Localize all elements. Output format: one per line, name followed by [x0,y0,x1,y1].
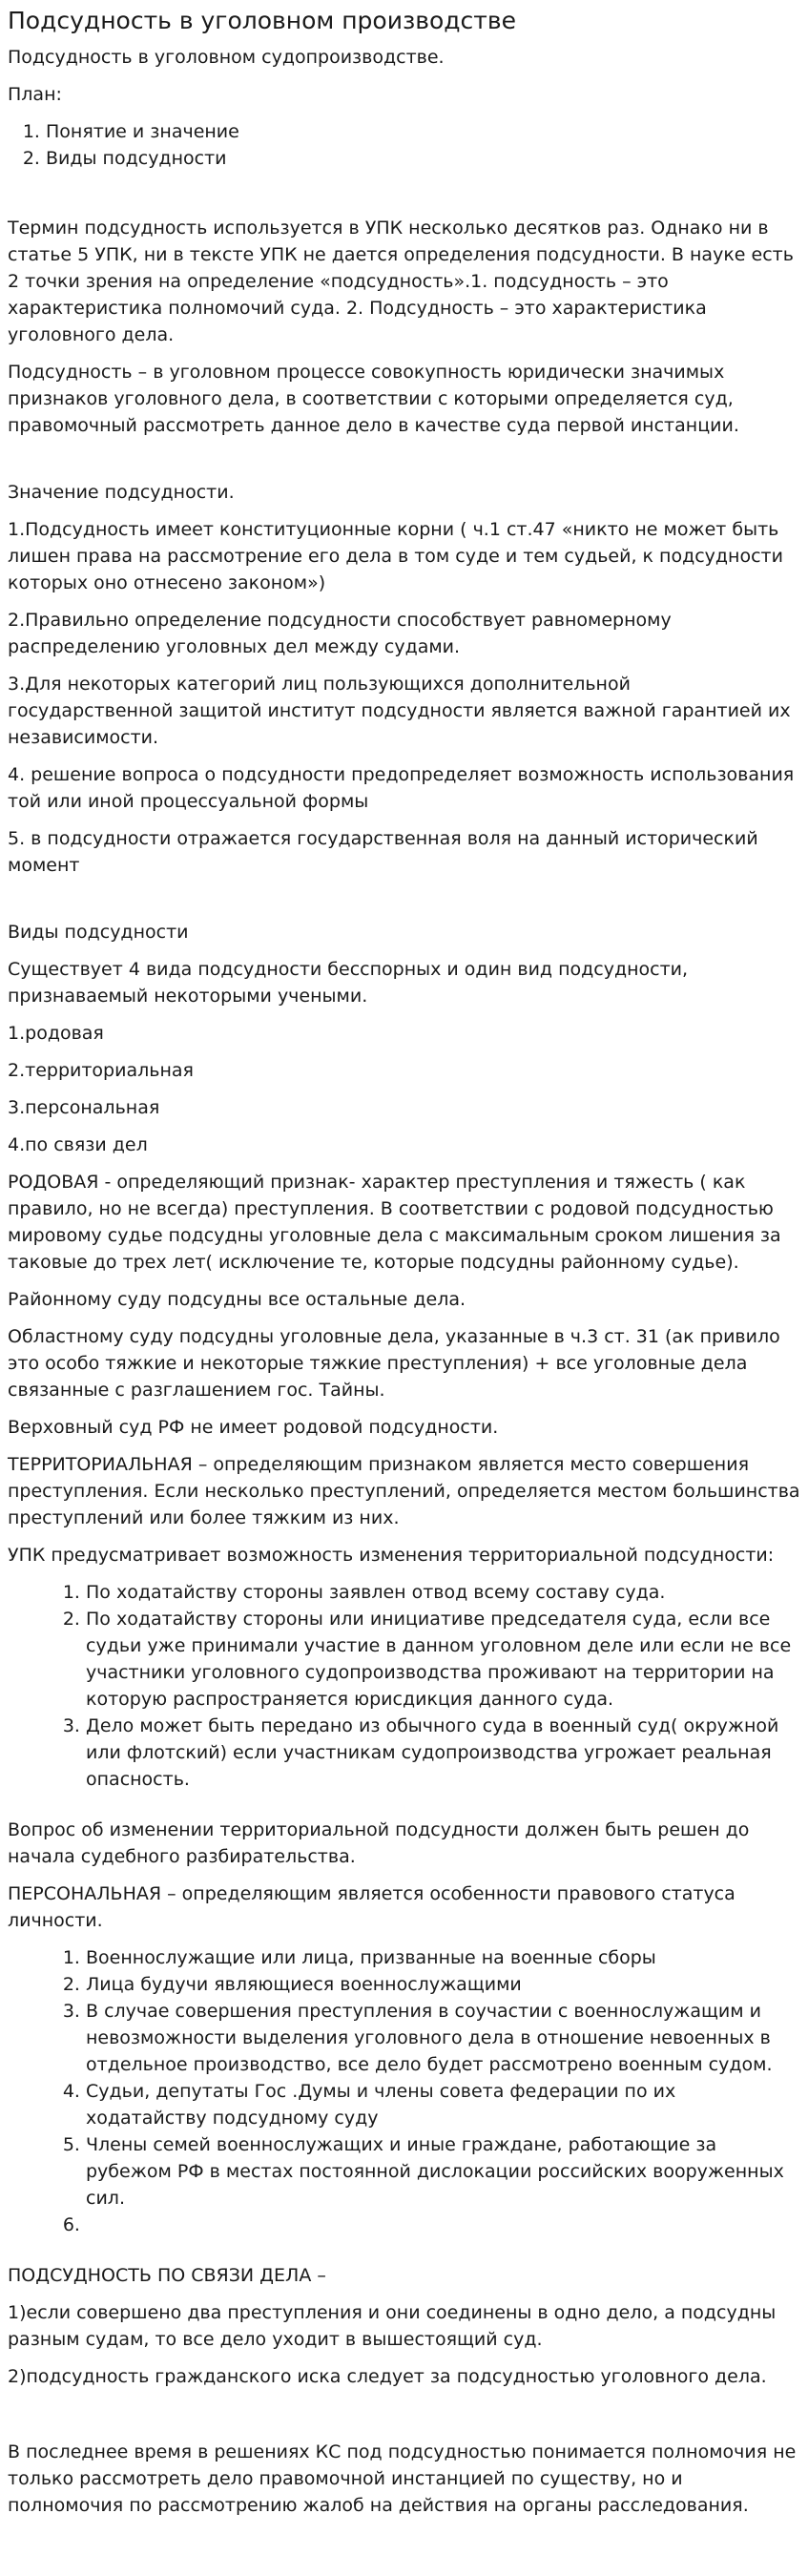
plan-item: 1. Понятие и значение [46,118,800,145]
types-intro: Существует 4 вида подсудности бесспорных и один вид подсудности, признаваемый некоторыми учеными. [8,959,689,1007]
connection-heading: ПОДСУДНОСТЬ ПО СВЯЗИ ДЕЛА – [8,2265,326,2286]
meaning-item: 4. решение вопроса о подсудности предопределяет возможность использования той или иной процессуальной формы [8,764,795,812]
regional-court-paragraph: Областному суду подсудны уголовные дела, указанные в ч.3 ст. 31 (ак привило это особо тяжкие и некоторые тяжкие преступления) + все уголовные дела связанные с разглашением гос. Тайны. [8,1326,780,1401]
spacer [8,2249,800,2262]
personal-jurisdiction-paragraph: ПЕРСОНАЛЬНАЯ – определяющим является особенности правового статуса личности. [8,1883,735,1931]
territorial-change-list [8,1579,800,1793]
plan-item: 2. Виды подсудности [46,145,800,172]
personal-jurisdiction-item [86,2212,800,2238]
personal-jurisdiction-item: 4. Судьи, депутаты Гос .Думы и члены совета федерации по их ходатайству подсудному суду [86,2078,800,2131]
types-list-item: 1.родовая [8,1023,104,1044]
territorial-jurisdiction-paragraph: ТЕРРИТОРИАЛЬНАЯ – определяющим признаком является место совершения преступления. Если несколько преступлений, определяется местом большинства преступлений или более тяжким из них. [8,1454,800,1528]
personal-jurisdiction-item: 3. В случае совершения преступления в соучастии с военнослужащим и невозможности выделения уголовного дела в отношение невоенных в отдельное производство, все дело будет рассмотрено военным судом. [86,1998,800,2078]
territorial-change-item: 3. Дело может быть передано из обычного суда в военный суд( окружной или флотский) если участникам судопроизводства угрожает реальная опасность. [86,1713,800,1793]
spacer [8,1803,800,1817]
personal-jurisdiction-item: 5. Члены семей военнослужащих и иные граждане, работающие за рубежом РФ в местах постоянной дислокации российских вооруженных сил. [86,2131,800,2212]
plan-label: План: [8,84,62,105]
district-court-paragraph: Районному суду подсудны все остальные дела. [8,1289,466,1310]
territorial-timing-paragraph: Вопрос об изменении территориальной подсудности должен быть решен до начала судебного разбирательства. [8,1819,750,1867]
types-list-item: 3.персональная [8,1097,160,1118]
territorial-change-paragraph: УПК предусматривает возможность изменения территориальной подсудности: [8,1545,775,1566]
meaning-item: 2.Правильно определение подсудности способствует равномерному распределению уголовных дел между судами. [8,610,672,657]
page-title: Подсудность в уголовном производстве [8,7,516,34]
types-list-item: 4.по связи дел [8,1134,148,1155]
intro-paragraph: Термин подсудность используется в УПК несколько десятков раз. Однако ни в статье 5 УПК, ни в тексте УПК не дается определения подсудности. В науке есть 2 точки зрения на определение «подсудность».1. подсудность – это характеристика полномочий суда. 2. Подсудность – это характеристика уголовного дела. [8,218,794,345]
territorial-change-item: 2. По ходатайству стороны или инициативе председателя суда, если все судьи уже принимали участие в данном уголовном деле или если не все участники уголовного судопроизводства проживают на территории на которую распространяется юрисдикция данного суда. [86,1606,800,1713]
conclusion-paragraph: В последнее время в решениях КС под подсудностью понимается полномочия не только рассмотреть дело правомочной инстанцией по существу, но и полномочия по рассмотрению жалоб на действия на органы расследования. [8,2441,797,2516]
personal-jurisdiction-item: 2. Лица будучи являющиеся военнослужащими [86,1971,800,1998]
meaning-item: 3.Для некоторых категорий лиц пользующихся дополнительной государственной защитой институт подсудности является важной гарантией их независимости. [8,674,791,748]
spacer [8,2400,800,2439]
definition-paragraph: Подсудность – в уголовном процессе совокупность юридически значимых признаков уголовного дела, в соответствии с которыми определяется суд, правомочный рассмотреть данное дело в качестве суда первой инстанции. [8,362,739,436]
meaning-heading: Значение подсудности. [8,482,235,503]
types-list-item: 2.территориальная [8,1060,194,1081]
plan-list [8,118,800,172]
civil-claim-paragraph: 2)подсудность гражданского иска следует за подсудностью уголовного дела. [8,2366,767,2387]
spacer [8,185,800,215]
meaning-item: 1.Подсудность имеет конституционные корни ( ч.1 ст.47 «никто не может быть лишен права на рассмотрение его дела в том суде и тем судьей, к подсудности которых оно отнесено законом») [8,519,783,593]
types-heading: Виды подсудности [8,922,189,943]
personal-jurisdiction-item: 1. Военнослужащие или лица, призванные на военные сборы [86,1944,800,1971]
supreme-court-paragraph: Верховный суд РФ не имеет родовой подсудности. [8,1417,499,1438]
spacer [8,449,800,479]
territorial-change-item: 1. По ходатайству стороны заявлен отвод всему составу суда. [86,1579,800,1606]
generic-jurisdiction-paragraph: РОДОВАЯ - определяющий признак- характер преступления и тяжесть ( как правило, но не всегда) преступления. В соответствии с родовой подсудностью мировому судье подсудны уголовные дела с максимальным сроком лишения за таковые до трех лет( исключение те, которые подсудны районному судье). [8,1172,781,1273]
document-subtitle: Подсудность в уголовном судопроизводстве. [8,47,445,68]
personal-jurisdiction-list [8,1944,800,2238]
spacer [8,889,800,919]
meaning-item: 5. в подсудности отражается государственная воля на данный исторический момент [8,828,758,876]
connection-paragraph: 1)если совершено два преступления и они соединены в одно дело, а подсудны разным судам, то все дело уходит в вышестоящий суд. [8,2302,777,2350]
